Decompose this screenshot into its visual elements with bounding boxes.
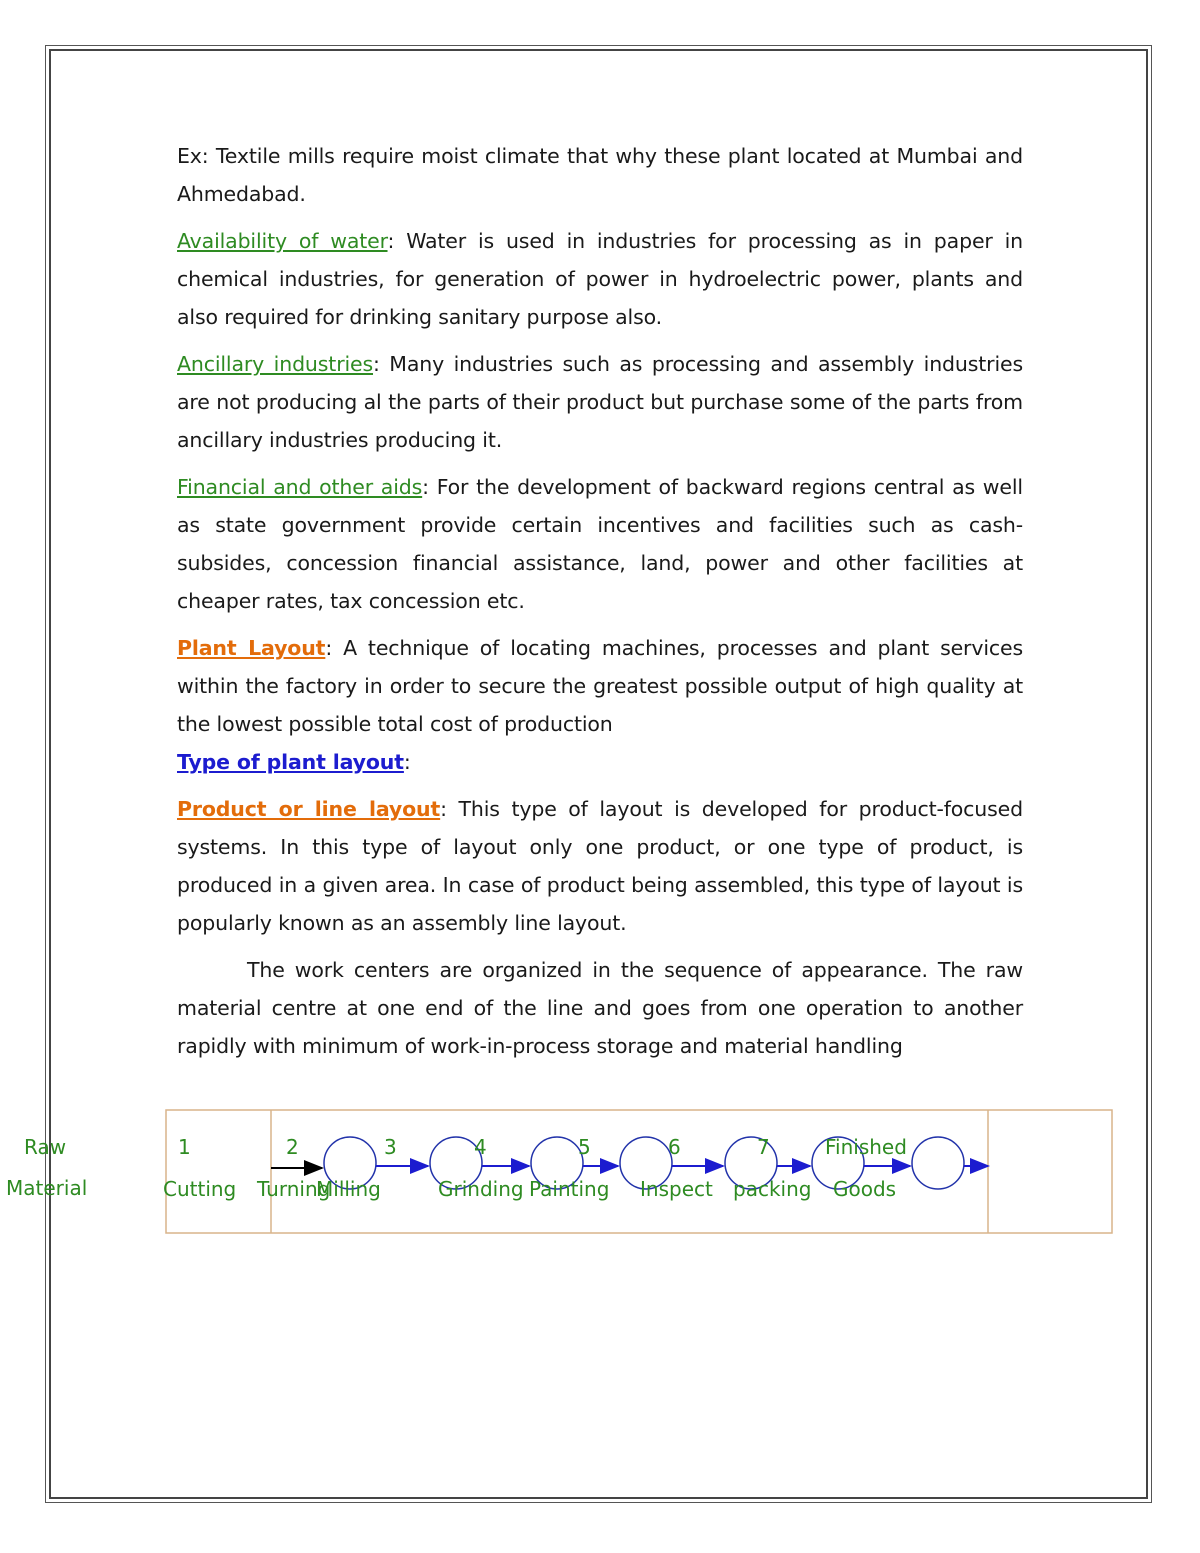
flow-diagram-graphic <box>0 1100 1200 1250</box>
material-label: Material <box>6 1176 88 1200</box>
stage-number: 7 <box>757 1135 770 1159</box>
stage-name: Grinding <box>438 1177 524 1201</box>
stage-number: 4 <box>474 1135 487 1159</box>
stage-number: 6 <box>668 1135 681 1159</box>
stage-number: 5 <box>578 1135 591 1159</box>
plant-layout-paragraph <box>177 629 1023 743</box>
financial-paragraph <box>177 468 1023 620</box>
ancillary-paragraph <box>177 345 1023 459</box>
stage-name: Painting <box>529 1177 610 1201</box>
stage-name: Turning <box>257 1177 331 1201</box>
document-body <box>177 137 1023 1074</box>
example-paragraph: Ex: Textile mills require moist climate that why these plant located at Mumbai and Ahmedabad. <box>177 144 1023 206</box>
stage-name: packing <box>733 1177 812 1201</box>
stage-name: Inspect <box>640 1177 713 1201</box>
financial-text: : For the development of backward regions central as well as state government provide certain incentives and facilities such as cash-subsides, concession financial assistance, land, power and other facilities at cheaper rates, tax concession etc. <box>177 475 1023 613</box>
goods-label: Goods <box>833 1177 897 1201</box>
product-layout-paragraph <box>177 790 1023 942</box>
diagram-box <box>166 1110 1112 1233</box>
type-heading-term: Type of plant layout <box>177 750 404 774</box>
financial-term: Financial and other aids <box>177 475 423 499</box>
product-layout-text: : This type of layout is developed for product-focused systems. In this type of layout only one product, or one type of product, is produced in a given area. In case of product being assembled, this type of layout is popularly known as an assembly line layout. <box>177 797 1023 935</box>
raw-label: Raw <box>24 1135 67 1159</box>
ancillary-term: Ancillary industries <box>177 352 374 376</box>
water-text: : Water is used in industries for processing as in paper in chemical industries, for generation of power in hydroelectric power, plants and also required for drinking sanitary purpose also. <box>177 229 1023 329</box>
product-layout-term: Product or line layout <box>177 797 441 821</box>
ancillary-text: : Many industries such as processing and assembly industries are not producing al the parts of their product but purchase some of the parts from ancillary industries producing it. <box>177 352 1024 452</box>
stage-name: Cutting <box>163 1177 237 1201</box>
line-layout-diagram <box>0 1100 1200 1250</box>
stage-name: Milling <box>316 1177 381 1201</box>
plant-layout-term: Plant Layout <box>177 636 326 660</box>
stage-number: 1 <box>178 1135 191 1159</box>
stage-number: 3 <box>384 1135 397 1159</box>
type-heading <box>177 743 1023 781</box>
finished-label: Finished <box>825 1135 907 1159</box>
water-paragraph <box>177 222 1023 336</box>
stage-number: 2 <box>286 1135 299 1159</box>
work-center-node <box>912 1137 964 1189</box>
plant-layout-text: : A technique of locating machines, processes and plant services within the factory in order to secure the greatest possible output of high quality at the lowest possible total cost of production <box>177 636 1023 736</box>
work-centers-paragraph: The work centers are organized in the sequence of appearance. The raw material centre at one end of the line and goes from one operation to another rapidly with minimum of work-in-process storage and material handling <box>177 958 1023 1058</box>
type-heading-colon: : <box>403 750 411 774</box>
water-term: Availability of water <box>177 229 388 253</box>
